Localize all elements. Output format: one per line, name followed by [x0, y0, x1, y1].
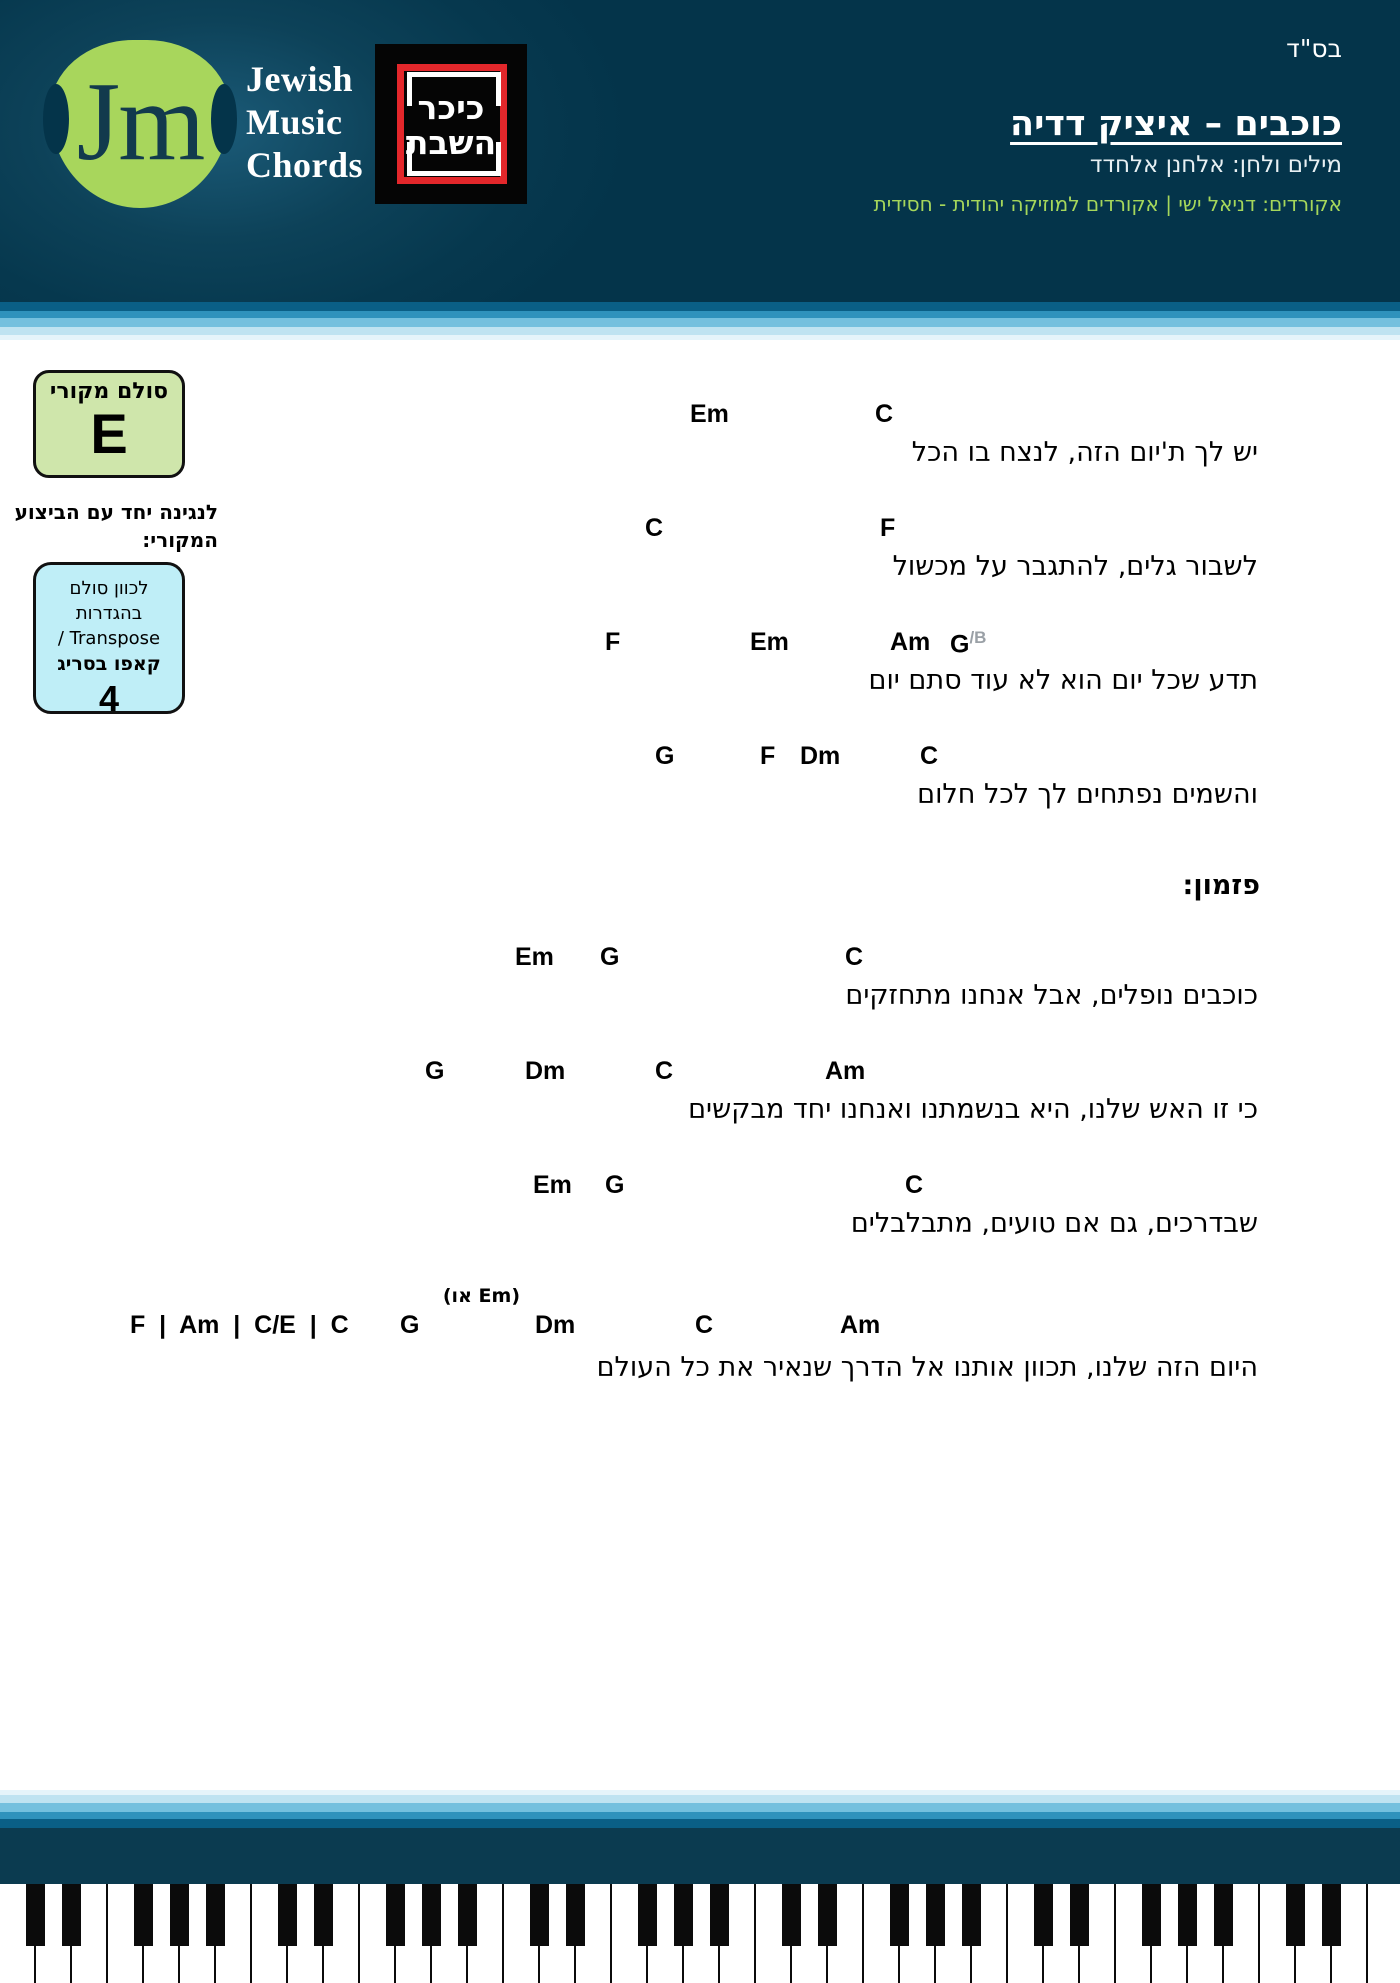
- piano-black-key: [782, 1884, 801, 1946]
- song-credit: מילים ולחן: אלחנן אלחדד: [1089, 152, 1342, 178]
- piano-black-key: [1286, 1884, 1305, 1946]
- piano-black-key: [458, 1884, 477, 1946]
- piano-black-key: [530, 1884, 549, 1946]
- piano-black-key: [422, 1884, 441, 1946]
- capo-fret-value: 4: [98, 678, 120, 719]
- chord-symbol: G: [655, 742, 675, 770]
- lyric-line: כי זו האש שלנו, היא בנשמתנו ואנחנו יחד מבקשים: [688, 1094, 1258, 1125]
- piano-black-key: [638, 1884, 657, 1946]
- chord-symbol: Am: [890, 628, 931, 656]
- chorus-heading: פזמון:: [1182, 870, 1260, 901]
- chord-line: [250, 742, 1260, 776]
- capo-line-transpose: / Transpose: [57, 628, 161, 649]
- chord-symbol: C: [905, 1171, 924, 1199]
- piano-black-key: [134, 1884, 153, 1946]
- lyric-line: לשבור גלים, להתגבר על מכשול: [892, 551, 1258, 582]
- chord-symbol: F: [880, 514, 896, 542]
- kikar-hashabat-logo[interactable]: [375, 44, 527, 204]
- chord-symbol: C: [655, 1057, 674, 1085]
- capo-line-1: לכוון סולם: [69, 578, 149, 599]
- header-stripe-divider: [0, 302, 1400, 340]
- chord-symbol: C: [920, 742, 939, 770]
- chord-symbol: G: [400, 1311, 420, 1339]
- final-line-block: [130, 1285, 1260, 1387]
- piano-black-key: [926, 1884, 945, 1946]
- jm-monogram: Jm: [76, 60, 204, 184]
- chorus: [250, 943, 1260, 1285]
- bar-chord-sequence: F | Am | C/E | C: [130, 1311, 349, 1339]
- piano-black-key: [386, 1884, 405, 1946]
- lyric-line: היום הזה שלנו, תכוון אותנו אל הדרך שנאיר את כל העולם: [596, 1352, 1258, 1383]
- logo-wordmark: Jewish Music Chords: [246, 59, 364, 185]
- chord-symbol: F: [605, 628, 621, 656]
- page-header: [0, 0, 1400, 302]
- lyric-line: כוכבים נופלים, אבל אנחנו מתחזקים: [845, 980, 1258, 1011]
- piano-black-key: [1070, 1884, 1089, 1946]
- lyrics-body: [130, 400, 1260, 1387]
- original-key-label: סולם מקורי: [49, 379, 169, 404]
- chord-symbol: F: [760, 742, 776, 770]
- original-key-value: E: [90, 402, 128, 465]
- chord-symbol: Am: [825, 1057, 866, 1085]
- capo-fret-label: קאפו בסריג: [57, 653, 161, 675]
- piano-black-key: [1178, 1884, 1197, 1946]
- chord-line: [250, 1057, 1260, 1091]
- play-along-note: לנגינה יחד עם הביצוע המקורי:: [14, 500, 218, 552]
- lyric-line: יש לך ת'יום הזה, לנצח בו הכל: [911, 437, 1258, 468]
- chord-line: [250, 400, 1260, 434]
- chord-symbol: C: [695, 1311, 714, 1339]
- chord-symbol: Dm: [525, 1057, 566, 1085]
- bsd-inscription: בס"ד: [1286, 34, 1342, 63]
- lyric-line: שבדרכים, גם אם טועים, מתבלבלים: [850, 1208, 1258, 1239]
- kikar-logo-text: כיכר השבת: [405, 88, 497, 162]
- chord-symbol: C: [645, 514, 664, 542]
- piano-black-key: [170, 1884, 189, 1946]
- piano-keyboard-graphic: [0, 1884, 1400, 1983]
- piano-black-key: [62, 1884, 81, 1946]
- chord-symbol: Em: [750, 628, 789, 656]
- footer-band: [0, 1828, 1400, 1884]
- piano-black-key: [710, 1884, 729, 1946]
- piano-black-key: [962, 1884, 981, 1946]
- footer-stripe-divider: [0, 1790, 1400, 1828]
- chord-symbol: C: [875, 400, 894, 428]
- chord-line: [250, 514, 1260, 548]
- lyric-line: תדע שכל יום הוא לא עוד סתם יום: [868, 665, 1258, 696]
- capo-line-2: בהגדרות: [75, 603, 143, 624]
- chord-bass-note: /B: [969, 628, 987, 647]
- piano-black-key: [674, 1884, 693, 1946]
- chord-symbol: Em: [690, 400, 729, 428]
- piano-black-key: [818, 1884, 837, 1946]
- piano-black-key: [1214, 1884, 1233, 1946]
- chord-line: [250, 943, 1260, 977]
- chord-symbol: G: [605, 1171, 625, 1199]
- chord-symbol: Em: [533, 1171, 572, 1199]
- lyric-line: והשמים נפתחים לך לכל חלום: [917, 779, 1258, 810]
- verse-1: [250, 400, 1260, 814]
- piano-black-key: [1142, 1884, 1161, 1946]
- final-chord-line: [130, 1311, 1260, 1349]
- piano-black-key: [278, 1884, 297, 1946]
- piano-black-key: [26, 1884, 45, 1946]
- chord-symbol: Am: [840, 1311, 881, 1339]
- chord-line: [250, 628, 1260, 662]
- chord-symbol: $G^{/B}$: [950, 628, 987, 659]
- alternate-chord-note: (Em או): [442, 1285, 520, 1307]
- piano-black-key: [314, 1884, 333, 1946]
- chord-symbol: Dm: [535, 1311, 576, 1339]
- chord-symbol: G: [600, 943, 620, 971]
- piano-black-key: [890, 1884, 909, 1946]
- piano-black-key: [566, 1884, 585, 1946]
- chord-symbol: G: [425, 1057, 445, 1085]
- chord-line: [250, 1171, 1260, 1205]
- chord-symbol: Dm: [800, 742, 841, 770]
- piano-black-key: [1034, 1884, 1053, 1946]
- capo-transpose-box: [33, 562, 185, 719]
- piano-black-keys: [0, 1884, 1400, 1946]
- page-title: כוכבים – איציק דדיה: [1010, 104, 1342, 144]
- chord-symbol: C: [845, 943, 864, 971]
- chords-credit: אקורדים: דניאל ישי | אקורדים למוזיקה יהודית - חסידית: [873, 192, 1342, 216]
- piano-black-key: [1322, 1884, 1341, 1946]
- chord-symbol: Em: [515, 943, 554, 971]
- piano-black-key: [206, 1884, 225, 1946]
- original-key-box: [33, 370, 185, 478]
